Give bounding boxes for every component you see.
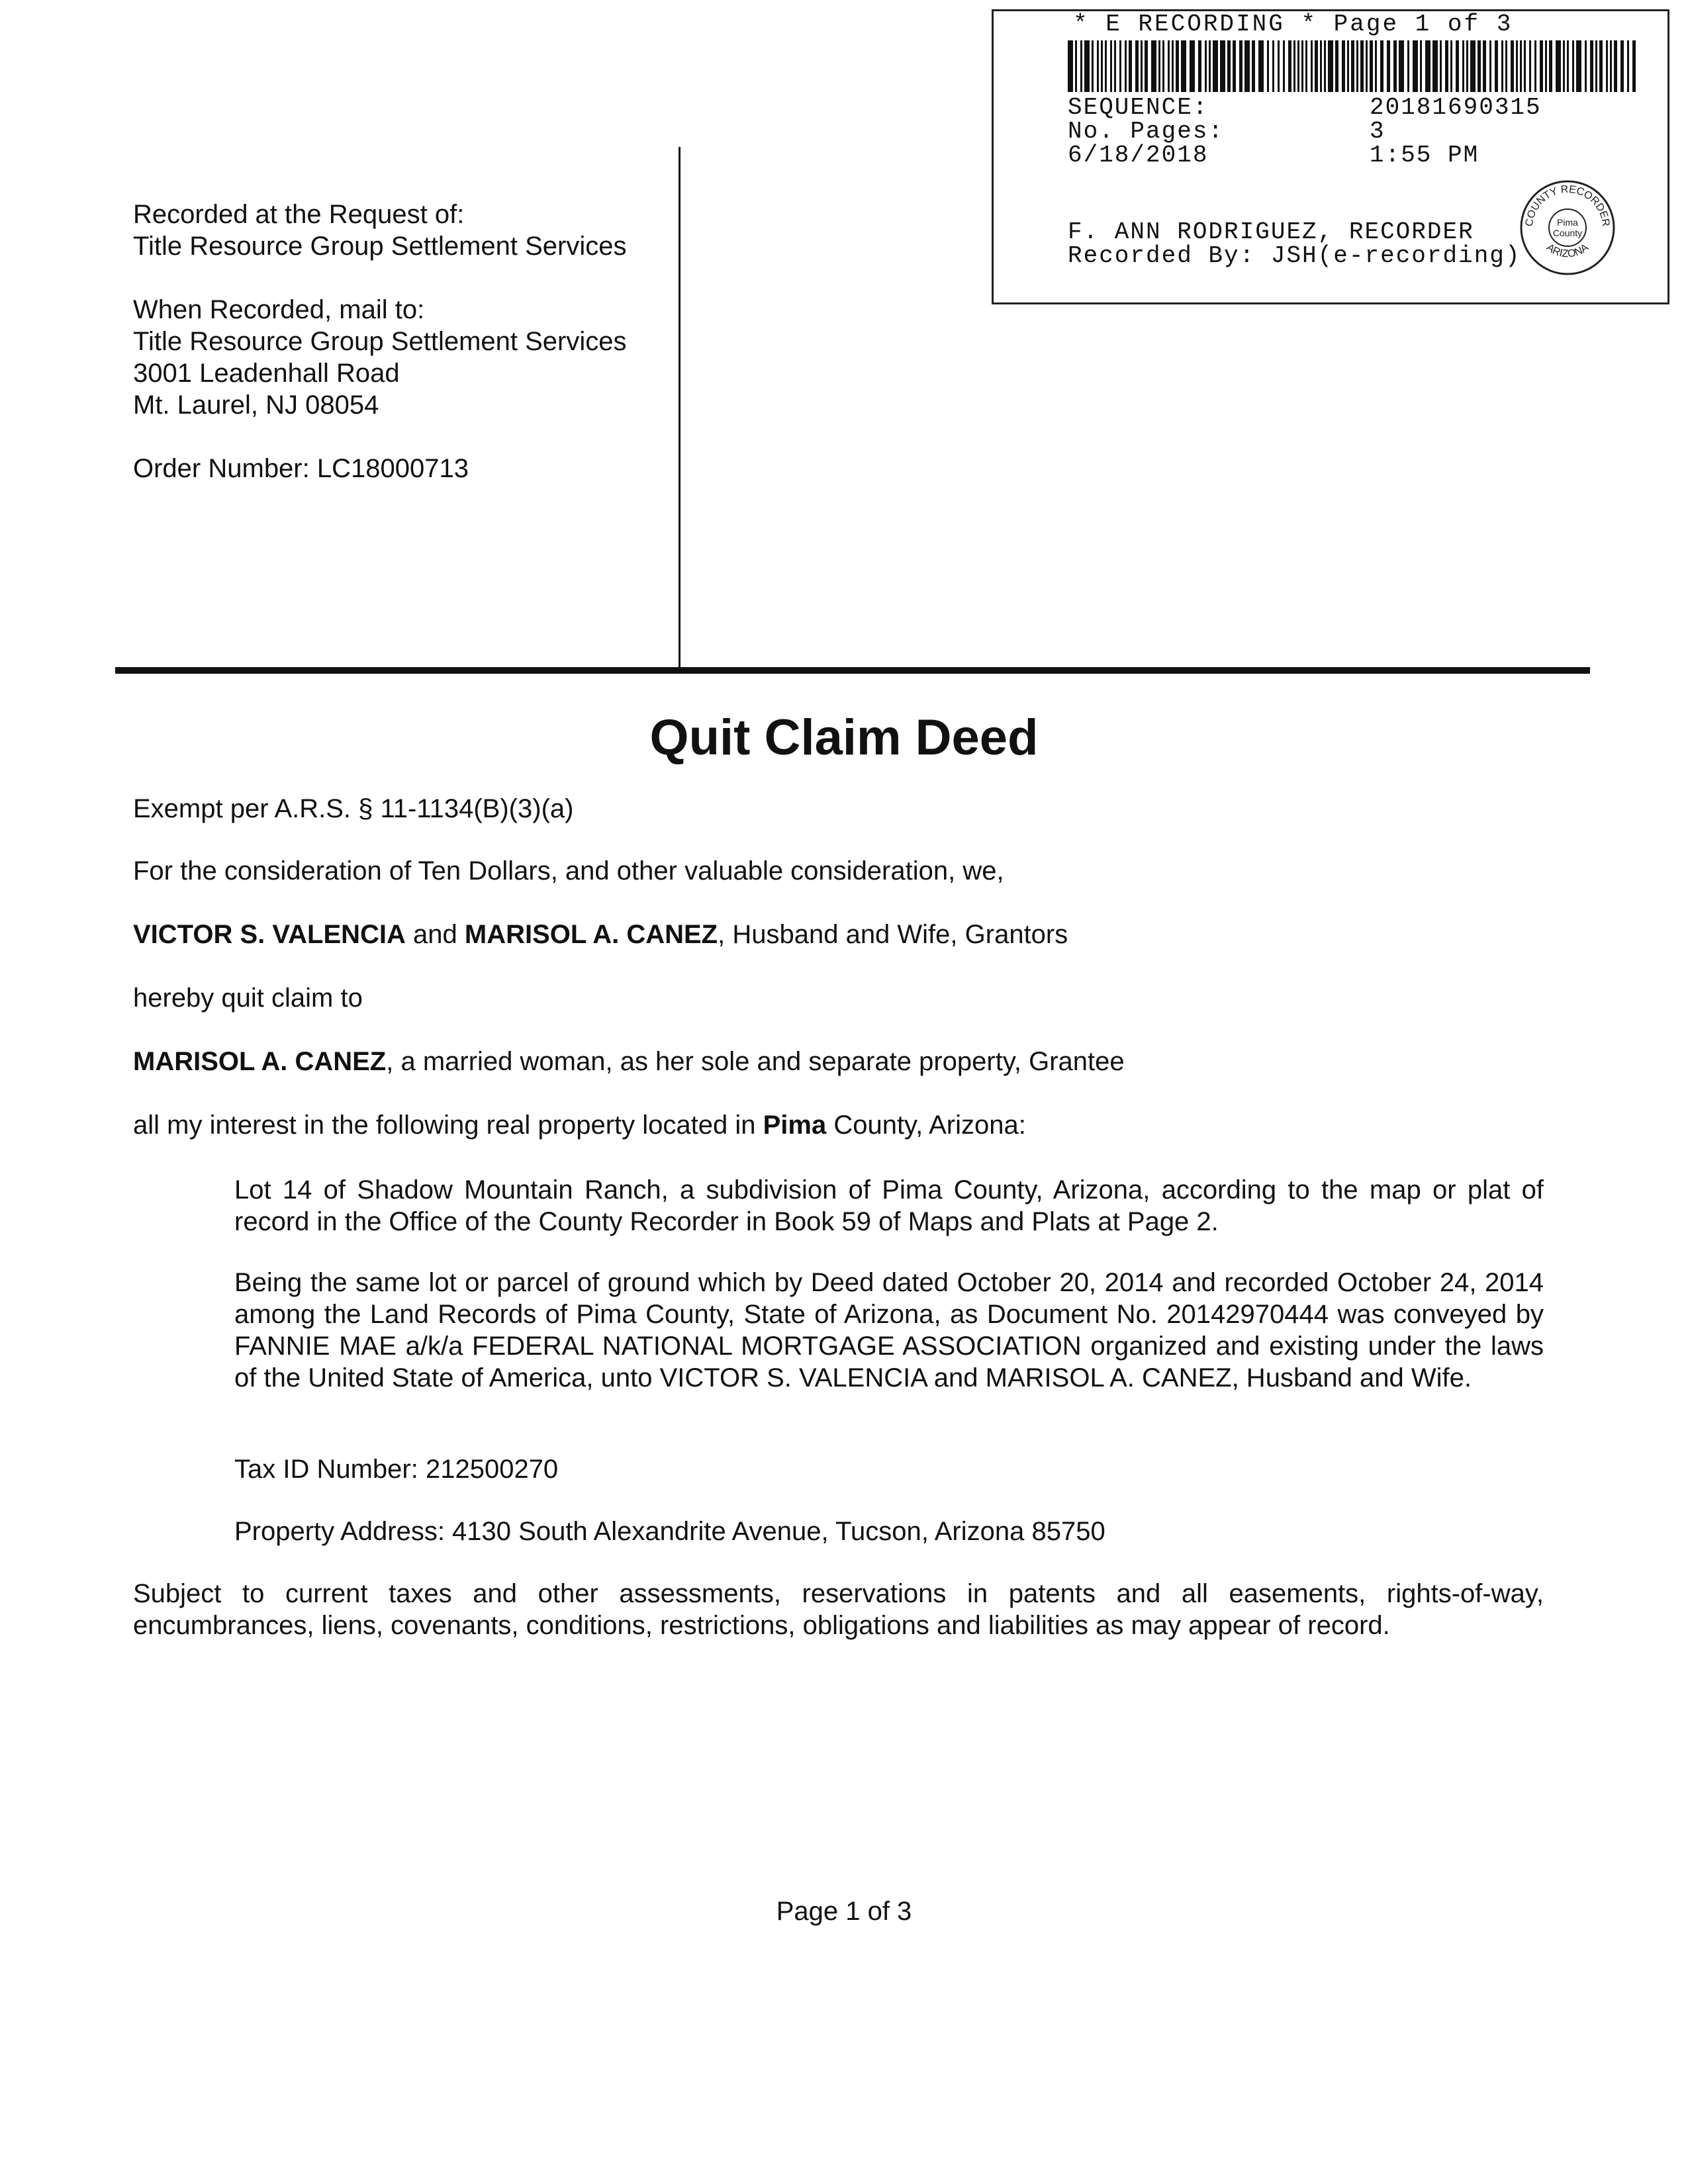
barcode-bar <box>1632 40 1636 92</box>
barcode-bar <box>1466 40 1468 92</box>
barcode-bar <box>1278 40 1280 92</box>
barcode-bar <box>1450 40 1452 92</box>
barcode-bar <box>1320 40 1322 92</box>
barcode-bar <box>1495 40 1498 92</box>
barcode-bar <box>1258 40 1264 92</box>
barcode-bar <box>1614 40 1617 92</box>
barcode-bar <box>1399 40 1404 92</box>
mail-to-name: Title Resource Group Settlement Services <box>133 327 627 356</box>
order-number: Order Number: LC18000713 <box>133 454 469 483</box>
barcode-bar <box>1549 40 1552 92</box>
barcode-bar <box>1489 40 1491 92</box>
barcode-bar <box>1620 40 1624 92</box>
page-number: Page 1 of 3 <box>776 1897 912 1926</box>
grantors-line <box>133 919 1544 950</box>
barcode-bar <box>1567 40 1569 92</box>
recorder-name: F. ANN RODRIGUEZ, RECORDER <box>1068 218 1474 246</box>
barcode-bar <box>1125 40 1127 92</box>
recorded-by: Recorded By: JSH(e-recording) <box>1068 242 1521 269</box>
barcode-bar <box>1370 40 1373 92</box>
barcode-bar <box>1387 40 1390 92</box>
recording-header: * E RECORDING * Page 1 of 3 <box>1073 11 1513 38</box>
barcode-bar <box>1267 40 1269 92</box>
barcode-bar <box>1342 40 1345 92</box>
barcode-bar <box>1324 40 1326 92</box>
barcode-bar <box>1556 40 1561 92</box>
barcode-bar <box>1181 40 1186 92</box>
barcode-bar <box>1244 40 1250 92</box>
barcode-bar <box>1470 40 1476 92</box>
barcode-bar <box>1335 40 1338 92</box>
barcode-bar <box>1288 40 1291 92</box>
barcode-bar <box>1135 40 1139 92</box>
barcode-bar <box>1590 40 1593 92</box>
consideration-statement: For the consideration of Ten Dollars, and other valuable consideration, we, <box>133 856 1004 886</box>
barcode-bar <box>1110 40 1112 92</box>
barcode-bar <box>1151 40 1156 92</box>
barcode-bar <box>1129 40 1132 92</box>
interest-before: all my interest in the following real property located in <box>133 1111 763 1140</box>
barcode-bar <box>1239 40 1243 92</box>
barcode-bar <box>1351 40 1354 92</box>
barcode-bar <box>1068 40 1073 92</box>
barcode-bar <box>1413 40 1418 92</box>
barcode-bar <box>1105 40 1107 92</box>
barcode-bar <box>1198 40 1201 92</box>
barcode-bar <box>1524 40 1526 92</box>
barcode-bar <box>1440 40 1442 92</box>
sequence-label: SEQUENCE: <box>1068 94 1209 121</box>
barcode-bar <box>1097 40 1099 92</box>
barcode-bar <box>1456 40 1459 92</box>
grantors-and: and <box>405 920 465 949</box>
barcode-bar <box>1477 40 1481 92</box>
barcode-bar <box>1375 40 1377 92</box>
document-title: Quit Claim Deed <box>649 709 1039 766</box>
barcode-bar <box>1075 40 1077 92</box>
barcode-bar <box>1080 40 1082 92</box>
barcode-bar <box>1505 40 1507 92</box>
barcode-bar <box>1141 40 1143 92</box>
barcode-bar <box>1445 40 1448 92</box>
grantors-rest: , Husband and Wife, Grantors <box>718 920 1068 949</box>
sequence-value: 20181690315 <box>1370 94 1542 121</box>
barcode-bar <box>1297 40 1299 92</box>
interest-after: County, Arizona: <box>826 1111 1026 1140</box>
grantee-line <box>133 1046 1544 1077</box>
barcode-bar <box>1162 40 1164 92</box>
county-seal-icon <box>1518 178 1617 277</box>
barcode-bar <box>1233 40 1236 92</box>
svg-text:COUNTY RECORDER: COUNTY RECORDER <box>1523 183 1612 228</box>
mail-to-street: 3001 Leadenhall Road <box>133 359 400 388</box>
mail-to-label: When Recorded, mail to: <box>133 295 425 324</box>
barcode-bar <box>1545 40 1547 92</box>
barcode-bar <box>1511 40 1514 92</box>
barcode-bar <box>1209 40 1211 92</box>
barcode-bar <box>1283 40 1285 92</box>
barcode-bar <box>1585 40 1587 92</box>
barcode-bar <box>1145 40 1148 92</box>
svg-text:ARIZONA: ARIZONA <box>1544 242 1591 260</box>
barcode-bar <box>1407 40 1409 92</box>
barcode-bar <box>1101 40 1103 92</box>
recording-stamp <box>992 9 1669 304</box>
barcode-bar <box>1158 40 1160 92</box>
barcode-bar <box>1501 40 1503 92</box>
barcode-bar <box>1425 40 1430 92</box>
barcode-bar <box>1366 40 1368 92</box>
barcode-bar <box>1483 40 1486 92</box>
barcode-bar <box>1393 40 1397 92</box>
tax-id: Tax ID Number: 212500270 <box>234 1455 559 1484</box>
barcode-bar <box>1272 40 1274 92</box>
property-address: Property Address: 4130 South Alexandrite Avenue, Tucson, Arizona 85750 <box>234 1517 1105 1546</box>
header-divider-horizontal <box>115 667 1590 674</box>
recording-date: 6/18/2018 <box>1068 142 1209 169</box>
barcode-bar <box>1516 40 1518 92</box>
request-name: Title Resource Group Settlement Services <box>133 232 627 261</box>
recording-time: 1:55 PM <box>1370 142 1479 169</box>
pages-label: No. Pages: <box>1068 118 1225 145</box>
barcode-bar <box>1534 40 1536 92</box>
barcode-bar <box>1311 40 1313 92</box>
barcode-bar <box>1462 40 1464 92</box>
barcode-bar <box>1610 40 1612 92</box>
barcode-bar <box>1432 40 1438 92</box>
barcode-bar <box>1084 40 1090 92</box>
barcode-bar <box>1252 40 1255 92</box>
barcode-bar <box>1595 40 1597 92</box>
barcode-bar <box>1213 40 1218 92</box>
barcode-bar <box>1220 40 1225 92</box>
barcode-bar <box>1627 40 1629 92</box>
barcode <box>1068 40 1637 92</box>
barcode-bar <box>1092 40 1094 92</box>
barcode-bar <box>1420 40 1422 92</box>
barcode-bar <box>1190 40 1195 92</box>
barcode-bar <box>1520 40 1522 92</box>
barcode-bar <box>1328 40 1333 92</box>
svg-text:County: County <box>1552 228 1583 238</box>
mail-to-city: Mt. Laurel, NJ 08054 <box>133 390 379 420</box>
barcode-bar <box>1114 40 1116 92</box>
barcode-bar <box>1356 40 1358 92</box>
barcode-bar <box>1572 40 1574 92</box>
barcode-bar <box>1293 40 1295 92</box>
being-clause: Being the same lot or parcel of ground which by Deed dated October 20, 2014 and recorded October 24, 2014 among the Land Records of Pima County, State of Arizona, as Document No. 20142970444 was conveyed by FANNIE MAE a/k/a FEDERAL NATIONAL MORTGAGE ASSOCIATION organized and existing under the laws of the United State of America, unto VICTOR S. VALENCIA and MARISOL A. CANEZ, Husband and Wife. <box>234 1268 1544 1392</box>
request-label: Recorded at the Request of: <box>133 200 465 229</box>
grantee-rest: , a married woman, as her sole and separate property, Grantee <box>386 1047 1125 1076</box>
barcode-bar <box>1540 40 1543 92</box>
svg-text:Pima: Pima <box>1557 217 1578 228</box>
legal-description: Lot 14 of Shadow Mountain Ranch, a subdivision of Pima County, Arizona, according to the map or plat of record in the Office of the County Recorder in Book 59 of Maps and Plats at Page 2. <box>234 1175 1544 1236</box>
barcode-bar <box>1301 40 1303 92</box>
barcode-bar <box>1172 40 1174 92</box>
barcode-bar <box>1576 40 1581 92</box>
barcode-bar <box>1168 40 1170 92</box>
quit-claim-statement: hereby quit claim to <box>133 983 363 1013</box>
interest-county: Pima <box>763 1111 827 1140</box>
barcode-bar <box>1227 40 1231 92</box>
grantor-name-2: MARISOL A. CANEZ <box>464 920 718 949</box>
interest-line <box>133 1109 1544 1141</box>
barcode-bar <box>1347 40 1349 92</box>
barcode-bar <box>1205 40 1207 92</box>
barcode-bar <box>1599 40 1603 92</box>
barcode-bar <box>1315 40 1318 92</box>
barcode-bar <box>1529 40 1531 92</box>
barcode-bar <box>1563 40 1565 92</box>
grantor-name-1: VICTOR S. VALENCIA <box>133 920 406 949</box>
barcode-bar <box>1119 40 1121 92</box>
barcode-bar <box>1606 40 1608 92</box>
pages-value: 3 <box>1370 118 1385 145</box>
grantee-name: MARISOL A. CANEZ <box>133 1047 387 1076</box>
barcode-bar <box>1176 40 1179 92</box>
exempt-statement: Exempt per A.R.S. § 11-1134(B)(3)(a) <box>133 794 574 823</box>
header-divider-vertical <box>679 147 680 670</box>
subject-to-clause: Subject to current taxes and other assessments, reservations in patents and all easements, rights-of-way, encumbrances, liens, covenants, conditions, restrictions, obligations and liabilities as may appear of record. <box>133 1579 1544 1640</box>
barcode-bar <box>1305 40 1307 92</box>
barcode-bar <box>1380 40 1383 92</box>
barcode-bar <box>1360 40 1364 92</box>
